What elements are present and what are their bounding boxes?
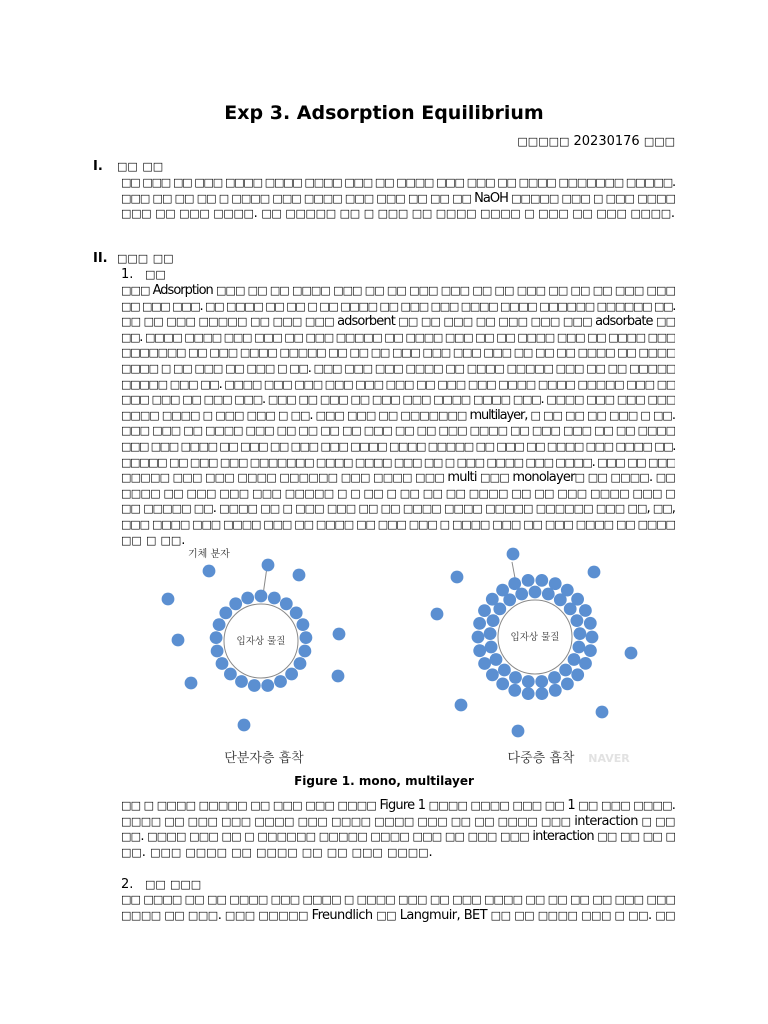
section1-heading: □□ □□	[117, 160, 164, 173]
adsorbed-molecule	[297, 618, 310, 631]
core-label-left: 입자상 물질	[236, 636, 286, 647]
text-line: □□□□ □□□□ □ □□□ □□□ □ □□. □□□ □□□ □□ □□□□□□□ multilayer, □ □□ □□ □□ □□□ □ □□.	[121, 407, 675, 423]
adsorbed-molecule	[571, 614, 584, 627]
gas-molecule	[451, 571, 464, 584]
adsorbed-molecule	[529, 586, 542, 599]
adsorbed-molecule	[484, 627, 497, 640]
multilayer-diagram	[431, 548, 638, 766]
subsection1-number: 1.	[121, 267, 134, 282]
adsorbed-molecule	[522, 687, 535, 700]
subsection2-body	[121, 892, 675, 923]
text-line: □□□□ □□ □□□. □□□ □□□□□ Freundlich □□ Langmuir, BET □□ □□ □□□□ □□□ □ □□. □□	[121, 907, 675, 923]
adsorbed-molecule	[478, 604, 491, 617]
text-line: □□ □□□ □□□. □□ □□□□ □□ □□ □ □□ □□□□ □□ □□□ □□□ □□□□ □□□□ □□□□□□ □□□□□□ □□.	[121, 298, 675, 314]
adsorbed-molecule	[478, 657, 491, 670]
text-line: □□□□□□□ □□ □□□ □□□□ □□□□□ □□ □□ □□ □□□ □□□ □□□ □□□ □□ □□ □□ □□□□ □□ □□□□	[121, 346, 675, 360]
text-line: □□□ □□□□ □□□ □□□□ □□□ □□ □□□□ □□ □□□ □□□ □ □□□□ □□□ □□ □□□ □□□□ □□ □□□□	[121, 517, 675, 531]
adsorbed-molecule	[574, 627, 587, 640]
gas-molecule	[162, 593, 175, 606]
adsorbed-molecule	[285, 668, 298, 681]
adsorbed-molecule	[274, 675, 287, 688]
adsorbed-molecule	[219, 607, 232, 620]
adsorbed-molecule	[509, 671, 522, 684]
adsorbed-molecule	[216, 657, 229, 670]
adsorbed-molecule	[584, 644, 597, 657]
adsorbed-molecule	[490, 653, 503, 666]
adsorbed-molecule	[485, 641, 498, 654]
text-line: □□ □□□□ □□ □□ □□□□ □□□ □□□□ □ □□□□ □□□ □□ □□□ □□□□ □□ □□ □□ □□ □□□ □□□	[121, 893, 675, 906]
section1-number: I.	[93, 159, 103, 174]
gas-molecule	[332, 670, 345, 683]
gas-molecule	[172, 634, 185, 647]
adsorbed-molecule	[498, 664, 511, 677]
gas-molecule	[625, 647, 638, 660]
text-line: □□. □□□ □□□□ □□ □□□□ □□ □□ □□□ □□□□.	[121, 844, 433, 860]
text-line: □□. □□□□ □□□□ □□□ □□□ □□ □□□ □□□□□ □□ □□□□ □□□ □□ □□ □□□□ □□□ □□ □□□□ □□□	[121, 329, 675, 345]
text-line: □□□□□ □□□ □□□ □□□□ □□□□□□ □□□ □□□□ □□□ multi □□□ monolayer□ □□ □□□□. □□	[121, 470, 675, 486]
adsorbed-molecule	[548, 671, 561, 684]
adsorbed-molecule	[571, 668, 584, 681]
adsorbed-molecule	[522, 574, 535, 587]
adsorbed-molecule	[290, 607, 303, 620]
adsorbed-molecule	[235, 675, 248, 688]
text-line: □□□ □□ □□□ □□□□. □□ □□□□□ □□ □ □□□ □□ □□□□ □□□□ □ □□□ □□ □□□ □□□□.	[121, 206, 675, 222]
naver-watermark: NAVER	[588, 752, 630, 765]
adsorbed-molecule	[224, 668, 237, 681]
adsorbed-molecule	[561, 584, 574, 597]
gas-molecule	[185, 677, 198, 690]
adsorbed-molecule	[536, 687, 549, 700]
gas-molecule	[333, 628, 346, 641]
gas-molecule	[507, 548, 520, 561]
adsorbed-molecule	[579, 604, 592, 617]
adsorbed-molecule	[248, 679, 261, 692]
adsorbed-molecule	[472, 631, 485, 644]
gas-molecule	[293, 569, 306, 582]
adsorbed-molecule	[586, 631, 599, 644]
text-line: □□□ Adsorption □□□ □□ □□ □□□□ □□□ □□ □□ □□□ □□□ □□ □□ □□□ □□ □□ □□ □□□ □□□	[121, 283, 675, 298]
text-line: □□□□ □□ □□□ □□□ □□□□ □□□ □□□□ □□□□ □□□ □□ □□ □□□□ □□□ interaction □ □□	[121, 813, 675, 829]
adsorbed-molecule	[568, 653, 581, 666]
adsorbed-molecule	[241, 592, 254, 605]
text-line: □□. □□□□ □□□ □□ □ □□□□□□ □□□□□ □□□□ □□□ □□ □□□ □□□ interaction □□ □□ □□ □	[121, 829, 675, 845]
adsorbed-molecule	[522, 675, 535, 688]
adsorbed-molecule	[535, 675, 548, 688]
adsorbed-molecule	[294, 657, 307, 670]
gas-molecule	[262, 559, 275, 572]
gas-molecule	[455, 699, 468, 712]
adsorbed-molecule	[535, 574, 548, 587]
adsorbed-molecule	[261, 679, 274, 692]
adsorbed-molecule	[210, 631, 223, 644]
subsection2-heading: □□ □□□	[145, 878, 202, 891]
text-line: □□□ □□□ □□ □□□ □□□. □□□ □□ □□□ □□ □□□ □□□ □□□□ □□□□ □□□. □□□□ □□□ □□□ □□□	[121, 392, 675, 408]
adsorbed-molecule	[486, 593, 499, 606]
document-title: Exp 3. Adsorption Equilibrium	[224, 102, 544, 124]
adsorbed-molecule	[487, 614, 500, 627]
monolayer-diagram	[162, 547, 346, 766]
adsorbed-molecule	[584, 617, 597, 630]
subsection1-heading: □□	[145, 268, 166, 281]
gas-molecule	[431, 608, 444, 621]
adsorbed-molecule	[571, 593, 584, 606]
text-line: □□□ □□□ □□ □□□□ □□□ □□ □□ □□ □□ □□□ □□ □□ □□□ □□□□ □□ □□□ □□□ □□ □□ □□□□	[121, 424, 675, 438]
text-line: □□□□□ □□□ □□. □□□□ □□□ □□□ □□□ □□□ □□□ □□ □□□ □□□ □□□□ □□□□ □□□□□ □□□ □□	[121, 376, 675, 392]
multilayer-caption: 다중층 흡착	[507, 751, 575, 766]
section1-body	[121, 175, 675, 222]
adsorbed-molecule	[211, 645, 224, 658]
gas-molecule	[203, 565, 216, 578]
text-line: □□ □ □□.	[121, 532, 186, 548]
text-line: □□□ □□□ □□□□ □□ □□□ □□ □□□ □□□ □□□□ □□□□ □□□□□ □□ □□□ □□ □□□□ □□□ □□□□ □□.	[121, 438, 675, 454]
adsorbed-molecule	[299, 645, 312, 658]
text-line: □□□□ □ □□ □□□ □□ □□□ □ □□. □□□ □□□ □□□ □□□□ □□ □□□□ □□□□□ □□□ □□ □□ □□□□□	[121, 360, 675, 376]
core-label-right: 입자상 물질	[510, 632, 560, 643]
gas-molecule	[588, 566, 601, 579]
adsorbed-molecule	[300, 631, 313, 644]
adsorbed-molecule	[573, 641, 586, 654]
adsorbed-molecule	[508, 577, 521, 590]
adsorption-figure	[150, 545, 640, 770]
adsorbed-molecule	[213, 618, 226, 631]
text-line: □□□□ □□ □□□ □□□ □□□ □□□□□ □ □ □□ □ □□ □□ □□ □□□□ □□ □□ □□□ □□□□ □□□ □	[121, 486, 675, 500]
figure-caption: Figure 1. mono, multilayer	[294, 774, 474, 788]
adsorbed-molecule	[496, 678, 509, 691]
monolayer-caption: 단분자층 흡착	[224, 751, 304, 766]
gas-molecule-label: 기체 분자	[188, 549, 230, 560]
section2-number: II.	[93, 251, 108, 266]
subsection1-body	[121, 283, 675, 548]
adsorbed-molecule	[549, 577, 562, 590]
text-line: □□ □ □□□□ □□□□□ □□ □□□ □□□ □□□□ Figure 1 □□□□ □□□□ □□□ □□ 1 □□ □□□ □□□□.	[121, 798, 675, 813]
gas-molecule	[238, 719, 251, 732]
gas-molecule	[596, 706, 609, 719]
adsorbed-molecule	[496, 584, 509, 597]
adsorbed-molecule	[280, 597, 293, 610]
subsection2-number: 2.	[121, 877, 134, 892]
adsorbed-molecule	[268, 592, 281, 605]
gas-molecule	[512, 725, 525, 738]
adsorbed-molecule	[255, 590, 268, 603]
adsorbed-molecule	[486, 668, 499, 681]
text-line: □□□□□ □□ □□□ □□□ □□□□□□□ □□□□ □□□□ □□□ □□ □ □□□ □□□□ □□□ □□□□. □□□ □□ □□□	[121, 454, 675, 470]
section2-heading: □□□ □□	[117, 252, 174, 265]
adsorbed-molecule	[229, 597, 242, 610]
adsorbed-molecule	[561, 678, 574, 691]
text-line: □□ □□ □□□ □□□□□ □□ □□□ □□□ adsorbent □□ □□ □□□ □□ □□□ □□□ □□□ adsorbate □□	[121, 314, 675, 330]
adsorbed-molecule	[559, 664, 572, 677]
adsorbed-molecule	[549, 684, 562, 697]
adsorbed-molecule	[473, 617, 486, 630]
text-line: □□□ □□ □□ □□ □ □□□□ □□□ □□□□ □□□ □□□ □□ □□ □□ NaOH □□□□□ □□□ □ □□□ □□□□	[121, 190, 675, 206]
adsorbed-molecule	[579, 657, 592, 670]
adsorbed-molecule	[508, 684, 521, 697]
author-line: □□□□□ 20230176 □□□	[517, 134, 675, 149]
text-line: □□ □□□□□ □□. □□□□ □□ □ □□□ □□□ □□ □□ □□□□ □□□□ □□□□□ □□□□□□ □□□ □□, □□,	[121, 501, 675, 517]
text-line: □□ □□□ □□ □□□ □□□□ □□□□ □□□□ □□□ □□ □□□□ □□□ □□□ □□ □□□□ □□□□□□□ □□□□□.	[121, 175, 675, 190]
after-figure-body	[121, 798, 675, 860]
adsorbed-molecule	[473, 644, 486, 657]
pointer-line	[512, 562, 515, 578]
